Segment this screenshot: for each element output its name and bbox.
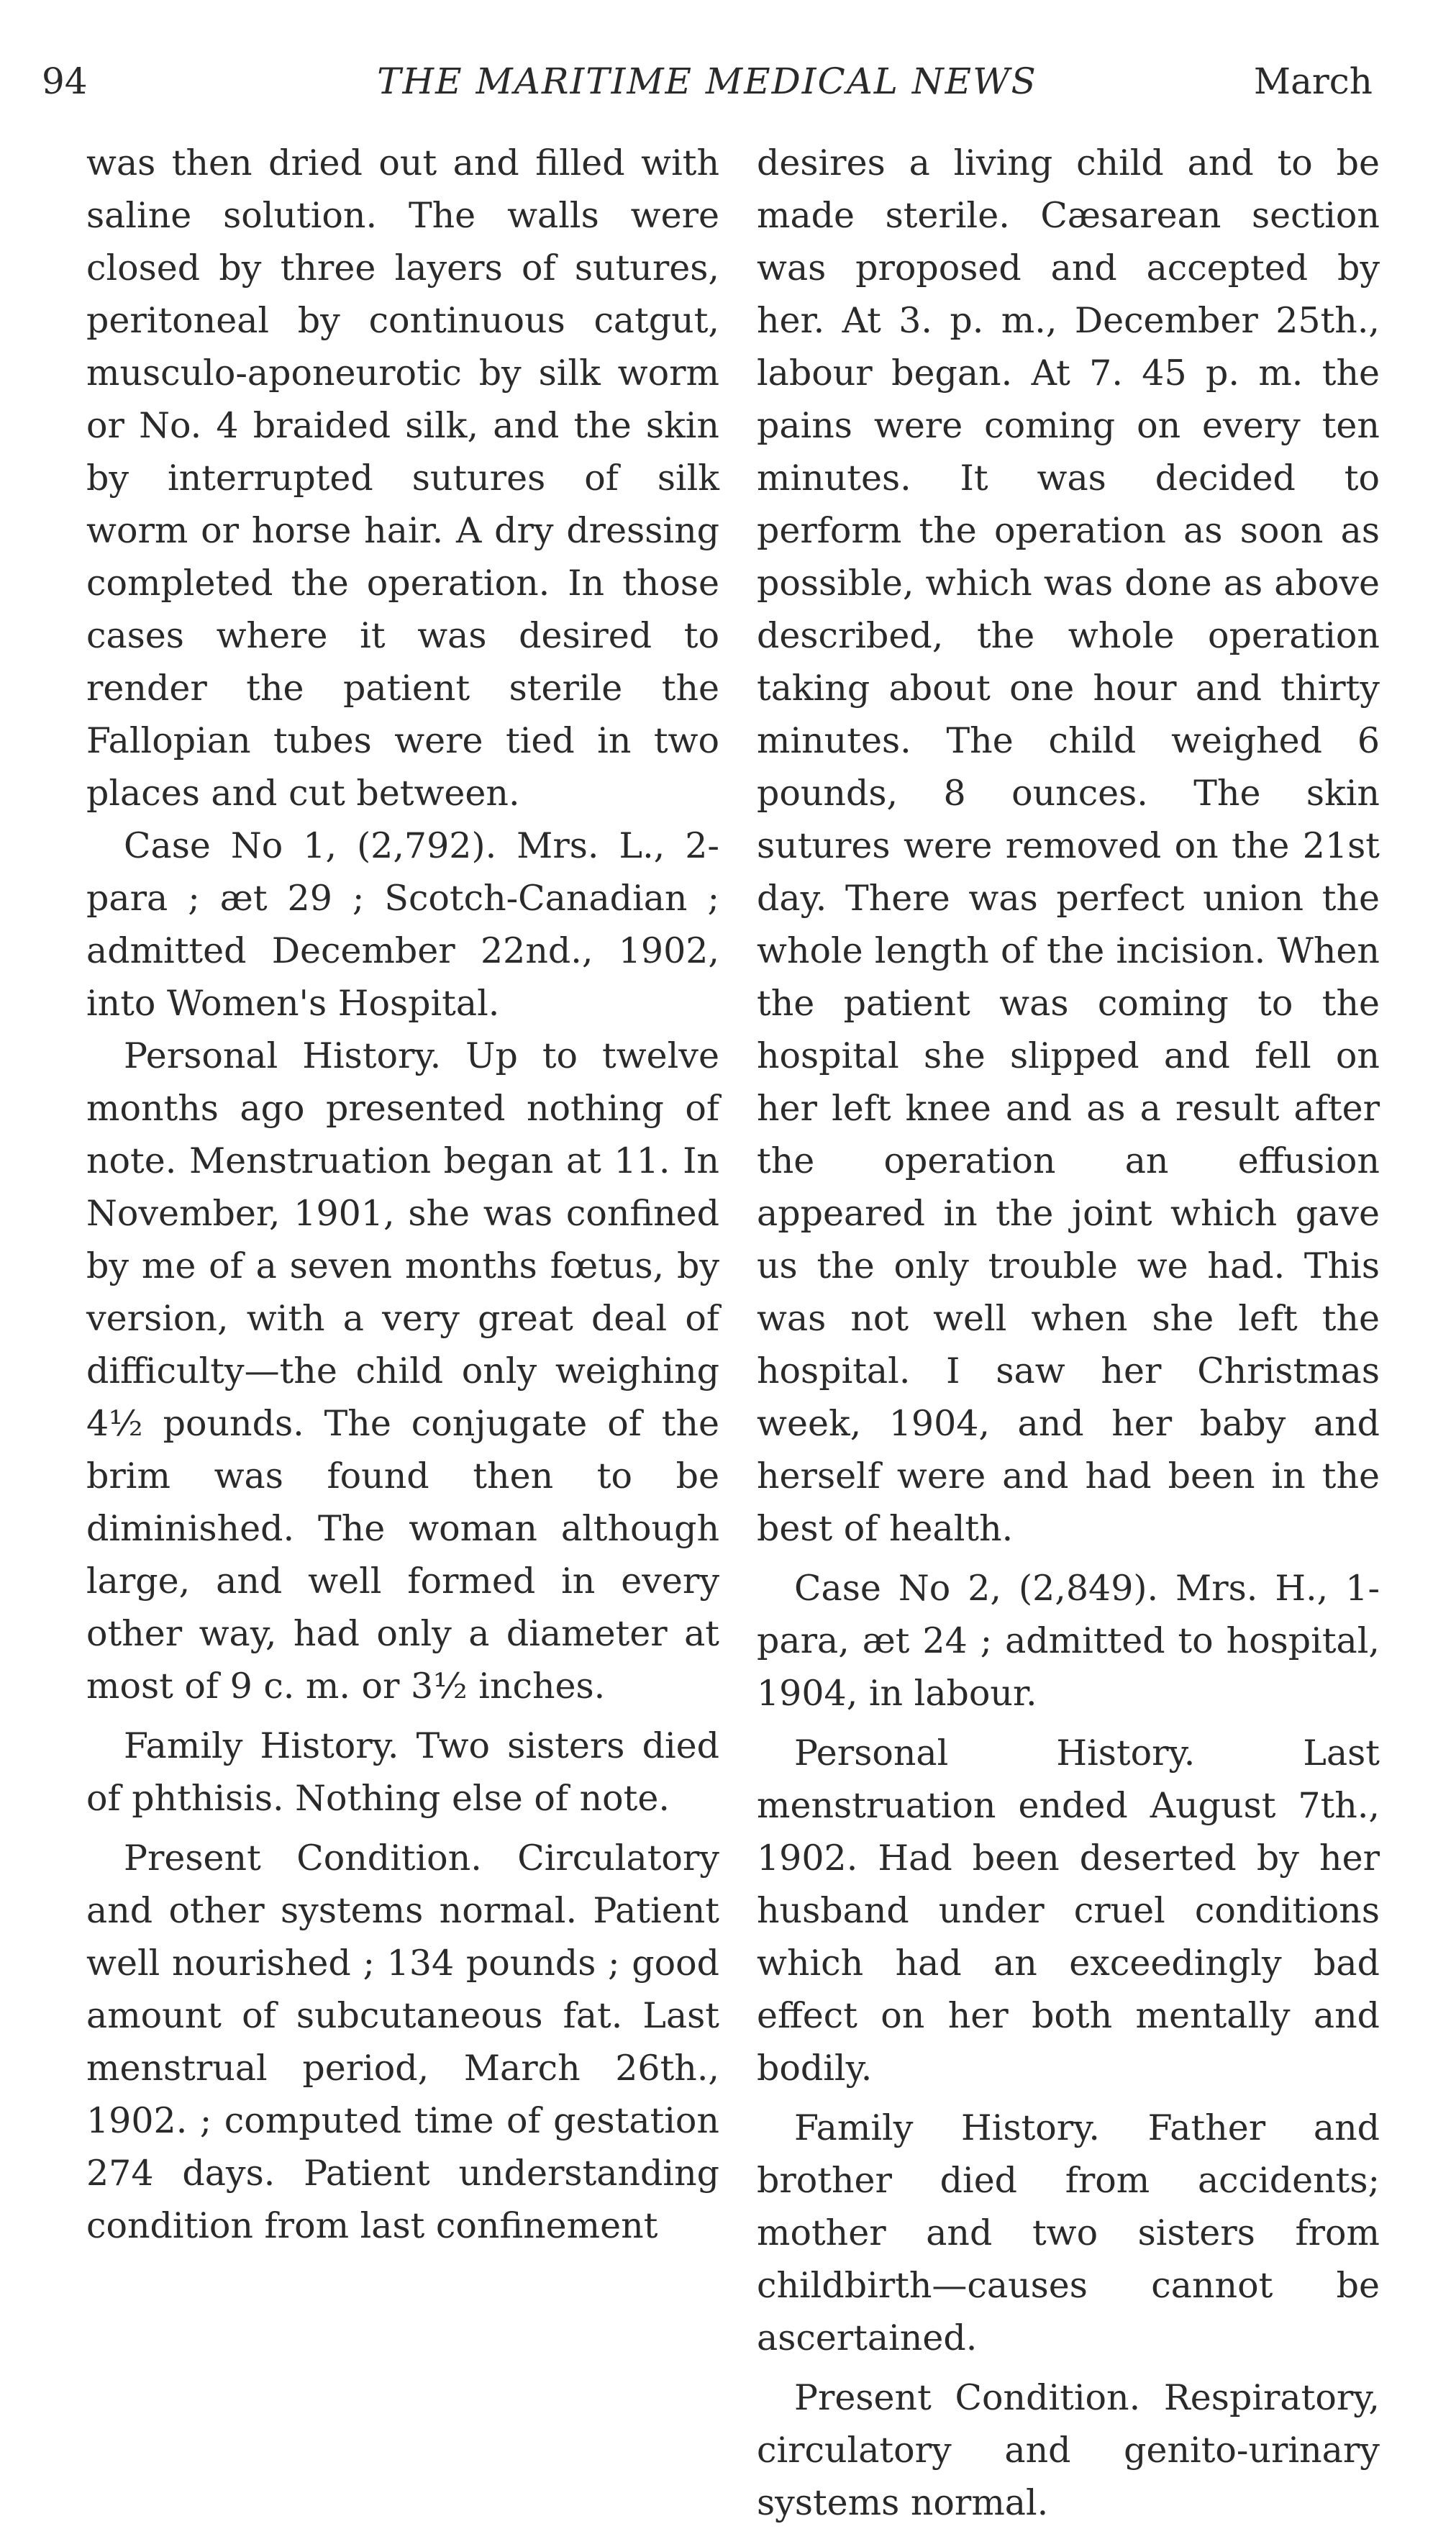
issue-month: March — [1253, 60, 1373, 102]
paragraph: desires a living child and to be made sterile. Cæsarean section was proposed and accepted by her. At 3. p. m., December 25th., labour began. At 7. 45 p. m. the pains were coming on every ten minutes. It was decided to perform the operation as soon as possible, which was done as above described, the whole operation taking about one hour and thirty minutes. The child weighed 6 pounds, 8 ounces. The skin sutures were removed on the 21st day. There was perfect union the whole length of the incision. When the patient was coming to the hospital she slipped and fell on her left knee and as a result after the operation an effusion appeared in the joint which gave us the only trouble we had. This was not well when she left the hospital. I saw her Christmas week, 1904, and her baby and herself were and had been in the best of health. — [757, 142, 1380, 1549]
paragraph: Present Condition. Respiratory, circulatory and genito-urinary systems normal. — [757, 2377, 1380, 2523]
page-header — [42, 56, 1373, 106]
paragraph: Present Condition. Circulatory and other systems normal. Patient well nourished ; 134 pounds ; good amount of subcutaneous fat. Last menstrual period, March 26th., 1902. ; computed time of gestation 274 days. Patient understanding condition from last confinement — [86, 1838, 719, 2246]
page-number: 94 — [42, 60, 88, 102]
paragraph: Personal History. Last menstruation ended August 7th., 1902. Had been deserted by her husband under cruel conditions which had an exceedingly bad effect on her both mentally and bodily. — [757, 1733, 1380, 2089]
paragraph: was then dried out and filled with saline solution. The walls were closed by three layers of sutures, peritoneal by continuous catgut, musculo-aponeurotic by silk worm or No. 4 braided silk, and the skin by interrupted sutures of silk worm or horse hair. A dry dressing completed the operation. In those cases where it was desired to render the patient sterile the Fallopian tubes were tied in two places and cut between. — [86, 142, 719, 814]
right-column — [757, 137, 1380, 2529]
paragraph: Family History. Two sisters died of phthisis. Nothing else of note. — [86, 1725, 719, 1819]
journal-title: THE MARITIME MEDICAL NEWS — [377, 60, 1037, 102]
paragraph: Case No 2, (2,849). Mrs. H., 1-para, æt 24 ; admitted to hospital, 1904, in labour. — [757, 1568, 1380, 1714]
paragraph: Personal History. Up to twelve months ago presented nothing of note. Menstruation began at 11. In November, 1901, she was confined by me of a seven months fœtus, by version, with a very great deal of difficulty—the child only weighing 4½ pounds. The conjugate of the brim was found then to be diminished. The woman although large, and well formed in every other way, had only a diameter at most of 9 c. m. or 3½ inches. — [86, 1035, 719, 1707]
paragraph: Case No 1, (2,792). Mrs. L., 2-para ; æt 29 ; Scotch-Canadian ; admitted December 22nd., 1902, into Women's Hospital. — [86, 825, 719, 1024]
paragraph: Family History. Father and brother died from accidents; mother and two sisters from childbirth—causes cannot be ascertained. — [757, 2107, 1380, 2358]
left-column — [86, 137, 719, 2252]
